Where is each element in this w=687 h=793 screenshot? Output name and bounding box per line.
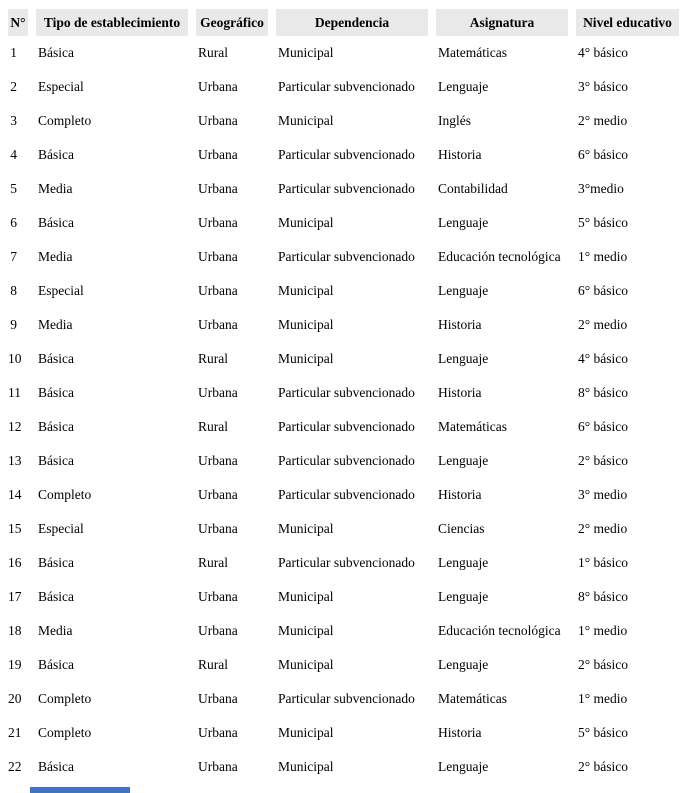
cell-numero: 12 bbox=[8, 419, 22, 434]
cell-dependencia: Municipal bbox=[278, 589, 334, 604]
cell-geografico: Urbana bbox=[198, 759, 238, 774]
cell-tipo-establecimiento: Básica bbox=[38, 385, 74, 400]
cell-asignatura: Lenguaje bbox=[438, 759, 489, 774]
table-row bbox=[8, 682, 679, 716]
cell-dependencia: Particular subvencionado bbox=[278, 487, 415, 502]
column-header-geografico: Geográfico bbox=[196, 9, 268, 36]
cell-numero: 7 bbox=[10, 249, 17, 264]
cell-dependencia: Municipal bbox=[278, 351, 334, 366]
cell-numero: 1 bbox=[10, 45, 17, 60]
cell-numero: 16 bbox=[8, 555, 22, 570]
cell-tipo-establecimiento: Completo bbox=[38, 691, 92, 706]
cell-geografico: Urbana bbox=[198, 691, 238, 706]
cell-numero: 11 bbox=[8, 385, 21, 400]
cell-nivel-educativo: 3° medio bbox=[578, 487, 628, 502]
establishments-table bbox=[0, 9, 687, 784]
cell-dependencia: Municipal bbox=[278, 113, 334, 128]
cell-tipo-establecimiento: Básica bbox=[38, 215, 74, 230]
table-row bbox=[8, 172, 679, 206]
table-row bbox=[8, 648, 679, 682]
cell-nivel-educativo: 8° básico bbox=[578, 589, 629, 604]
table-header-row bbox=[8, 9, 679, 36]
cell-asignatura: Educación tecnológica bbox=[438, 623, 561, 638]
bottom-partial-element bbox=[30, 787, 130, 793]
cell-tipo-establecimiento: Especial bbox=[38, 79, 84, 94]
cell-geografico: Urbana bbox=[198, 147, 238, 162]
cell-tipo-establecimiento: Completo bbox=[38, 487, 92, 502]
cell-numero: 2 bbox=[10, 79, 17, 94]
cell-nivel-educativo: 2° medio bbox=[578, 317, 628, 332]
cell-nivel-educativo: 8° básico bbox=[578, 385, 629, 400]
cell-dependencia: Particular subvencionado bbox=[278, 79, 415, 94]
cell-nivel-educativo: 1° básico bbox=[578, 555, 629, 570]
table-row bbox=[8, 750, 679, 784]
cell-geografico: Urbana bbox=[198, 521, 238, 536]
table-row bbox=[8, 104, 679, 138]
cell-dependencia: Municipal bbox=[278, 759, 334, 774]
cell-numero: 15 bbox=[8, 521, 22, 536]
cell-asignatura: Lenguaje bbox=[438, 215, 489, 230]
cell-geografico: Urbana bbox=[198, 283, 238, 298]
cell-numero: 13 bbox=[8, 453, 22, 468]
cell-tipo-establecimiento: Media bbox=[38, 623, 73, 638]
cell-numero: 8 bbox=[10, 283, 17, 298]
cell-geografico: Rural bbox=[198, 45, 228, 60]
cell-nivel-educativo: 1° medio bbox=[578, 249, 628, 264]
column-header-nivel-educativo: Nivel educativo bbox=[576, 9, 679, 36]
cell-dependencia: Particular subvencionado bbox=[278, 691, 415, 706]
cell-asignatura: Matemáticas bbox=[438, 691, 507, 706]
cell-geografico: Urbana bbox=[198, 725, 238, 740]
cell-numero: 14 bbox=[8, 487, 22, 502]
cell-nivel-educativo: 1° medio bbox=[578, 623, 628, 638]
cell-asignatura: Historia bbox=[438, 385, 482, 400]
cell-nivel-educativo: 6° básico bbox=[578, 147, 629, 162]
cell-dependencia: Municipal bbox=[278, 623, 334, 638]
cell-asignatura: Educación tecnológica bbox=[438, 249, 561, 264]
cell-tipo-establecimiento: Básica bbox=[38, 657, 74, 672]
cell-asignatura: Lenguaje bbox=[438, 283, 489, 298]
table-row bbox=[8, 342, 679, 376]
cell-dependencia: Municipal bbox=[278, 45, 334, 60]
cell-geografico: Urbana bbox=[198, 215, 238, 230]
cell-numero: 17 bbox=[8, 589, 22, 604]
cell-asignatura: Lenguaje bbox=[438, 351, 489, 366]
cell-geografico: Urbana bbox=[198, 113, 238, 128]
cell-geografico: Rural bbox=[198, 555, 228, 570]
cell-dependencia: Particular subvencionado bbox=[278, 385, 415, 400]
cell-asignatura: Ciencias bbox=[438, 521, 485, 536]
cell-nivel-educativo: 2° medio bbox=[578, 521, 628, 536]
cell-tipo-establecimiento: Básica bbox=[38, 351, 74, 366]
cell-dependencia: Particular subvencionado bbox=[278, 147, 415, 162]
cell-dependencia: Particular subvencionado bbox=[278, 419, 415, 434]
cell-tipo-establecimiento: Básica bbox=[38, 589, 74, 604]
cell-asignatura: Matemáticas bbox=[438, 45, 507, 60]
cell-dependencia: Municipal bbox=[278, 657, 334, 672]
table-row bbox=[8, 580, 679, 614]
cell-tipo-establecimiento: Básica bbox=[38, 453, 74, 468]
cell-geografico: Urbana bbox=[198, 453, 238, 468]
cell-tipo-establecimiento: Básica bbox=[38, 419, 74, 434]
table-row bbox=[8, 138, 679, 172]
cell-geografico: Rural bbox=[198, 351, 228, 366]
table-row bbox=[8, 70, 679, 104]
cell-dependencia: Particular subvencionado bbox=[278, 555, 415, 570]
table-row bbox=[8, 274, 679, 308]
column-header-tipo-establecimiento: Tipo de establecimiento bbox=[36, 9, 188, 36]
cell-tipo-establecimiento: Básica bbox=[38, 45, 74, 60]
cell-asignatura: Lenguaje bbox=[438, 657, 489, 672]
table-row bbox=[8, 512, 679, 546]
cell-tipo-establecimiento: Especial bbox=[38, 283, 84, 298]
cell-nivel-educativo: 2° básico bbox=[578, 657, 629, 672]
cell-nivel-educativo: 3° básico bbox=[578, 79, 629, 94]
cell-tipo-establecimiento: Básica bbox=[38, 759, 74, 774]
table-row bbox=[8, 444, 679, 478]
cell-numero: 22 bbox=[8, 759, 22, 774]
table-row bbox=[8, 240, 679, 274]
table-row bbox=[8, 716, 679, 750]
cell-dependencia: Municipal bbox=[278, 215, 334, 230]
cell-tipo-establecimiento: Básica bbox=[38, 147, 74, 162]
cell-dependencia: Municipal bbox=[278, 521, 334, 536]
cell-numero: 18 bbox=[8, 623, 22, 638]
table-row bbox=[8, 410, 679, 444]
cell-numero: 4 bbox=[10, 147, 17, 162]
cell-tipo-establecimiento: Completo bbox=[38, 113, 92, 128]
cell-geografico: Rural bbox=[198, 419, 228, 434]
table-row bbox=[8, 376, 679, 410]
cell-nivel-educativo: 1° medio bbox=[578, 691, 628, 706]
cell-asignatura: Historia bbox=[438, 487, 482, 502]
table-row bbox=[8, 36, 679, 70]
cell-geografico: Urbana bbox=[198, 317, 238, 332]
table-row bbox=[8, 478, 679, 512]
cell-tipo-establecimiento: Especial bbox=[38, 521, 84, 536]
table-row bbox=[8, 546, 679, 580]
cell-geografico: Rural bbox=[198, 657, 228, 672]
cell-dependencia: Municipal bbox=[278, 725, 334, 740]
cell-asignatura: Contabilidad bbox=[438, 181, 508, 196]
table-row bbox=[8, 308, 679, 342]
cell-dependencia: Particular subvencionado bbox=[278, 249, 415, 264]
column-header-dependencia: Dependencia bbox=[276, 9, 428, 36]
cell-nivel-educativo: 2° básico bbox=[578, 453, 629, 468]
cell-dependencia: Particular subvencionado bbox=[278, 181, 415, 196]
cell-numero: 10 bbox=[8, 351, 22, 366]
cell-nivel-educativo: 3°medio bbox=[578, 181, 624, 196]
cell-asignatura: Historia bbox=[438, 317, 482, 332]
cell-nivel-educativo: 6° básico bbox=[578, 419, 629, 434]
table-row bbox=[8, 206, 679, 240]
cell-asignatura: Lenguaje bbox=[438, 79, 489, 94]
cell-geografico: Urbana bbox=[198, 385, 238, 400]
cell-tipo-establecimiento: Media bbox=[38, 181, 73, 196]
cell-asignatura: Lenguaje bbox=[438, 453, 489, 468]
cell-geografico: Urbana bbox=[198, 589, 238, 604]
cell-numero: 9 bbox=[10, 317, 17, 332]
cell-geografico: Urbana bbox=[198, 181, 238, 196]
cell-nivel-educativo: 6° básico bbox=[578, 283, 629, 298]
column-header-numero: N° bbox=[8, 9, 28, 36]
cell-asignatura: Historia bbox=[438, 147, 482, 162]
cell-nivel-educativo: 2° medio bbox=[578, 113, 628, 128]
cell-nivel-educativo: 5° básico bbox=[578, 215, 629, 230]
cell-numero: 6 bbox=[10, 215, 17, 230]
cell-nivel-educativo: 5° básico bbox=[578, 725, 629, 740]
cell-dependencia: Municipal bbox=[278, 317, 334, 332]
cell-numero: 3 bbox=[10, 113, 17, 128]
table-row bbox=[8, 614, 679, 648]
cell-numero: 19 bbox=[8, 657, 22, 672]
cell-numero: 5 bbox=[10, 181, 17, 196]
cell-numero: 20 bbox=[8, 691, 22, 706]
cell-asignatura: Inglés bbox=[438, 113, 471, 128]
cell-tipo-establecimiento: Media bbox=[38, 249, 73, 264]
cell-geografico: Urbana bbox=[198, 79, 238, 94]
cell-nivel-educativo: 4° básico bbox=[578, 351, 629, 366]
cell-nivel-educativo: 2° básico bbox=[578, 759, 629, 774]
cell-tipo-establecimiento: Básica bbox=[38, 555, 74, 570]
cell-tipo-establecimiento: Completo bbox=[38, 725, 92, 740]
cell-asignatura: Lenguaje bbox=[438, 555, 489, 570]
cell-asignatura: Historia bbox=[438, 725, 482, 740]
cell-geografico: Urbana bbox=[198, 487, 238, 502]
cell-geografico: Urbana bbox=[198, 249, 238, 264]
cell-asignatura: Matemáticas bbox=[438, 419, 507, 434]
cell-nivel-educativo: 4° básico bbox=[578, 45, 629, 60]
cell-geografico: Urbana bbox=[198, 623, 238, 638]
cell-dependencia: Municipal bbox=[278, 283, 334, 298]
column-header-asignatura: Asignatura bbox=[436, 9, 568, 36]
cell-asignatura: Lenguaje bbox=[438, 589, 489, 604]
cell-tipo-establecimiento: Media bbox=[38, 317, 73, 332]
cell-numero: 21 bbox=[8, 725, 22, 740]
cell-dependencia: Particular subvencionado bbox=[278, 453, 415, 468]
